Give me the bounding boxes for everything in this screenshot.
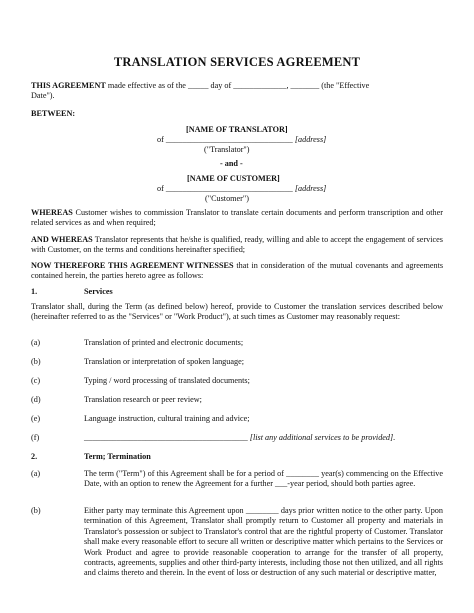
item-e-text: Language instruction, cultural training and advice; (84, 414, 250, 423)
between-heading: BETWEEN: (31, 109, 76, 118)
section-2a-text: The term ("Term") of this Agreement shall be for a period of ________ year(s) commencing on the Effective Date, with an option to renew the Agreement for a further ___-year period, should both parties agree. (84, 469, 443, 489)
and-separator: - and - (220, 159, 243, 168)
customer-address-line (157, 184, 326, 194)
item-d-text: Translation research or peer review; (84, 395, 202, 404)
section-2-number: 2. (31, 452, 38, 461)
section-2a-label: (a) (31, 469, 41, 478)
item-c-text: Typing / word processing of translated documents; (84, 376, 250, 385)
item-f-blank: ________________________________________ (84, 433, 248, 442)
customer-address: [address] (294, 184, 327, 193)
item-f-note: [list any additional services to be provided]. (249, 433, 396, 442)
now-therefore-text: that in consideration of the mutual covenants and agreements contained herein, the parties hereto agree as follows: (31, 261, 444, 281)
item-b-text: Translation or interpretation of spoken language; (84, 357, 244, 366)
whereas-1-bold: WHEREAS (31, 208, 73, 217)
translator-address: [address] (294, 135, 327, 144)
item-f-label: (f) (31, 433, 40, 442)
customer-of: of _______________________________ (157, 184, 293, 193)
whereas-paragraph-2 (31, 235, 443, 256)
intro-line-1 (31, 81, 369, 91)
item-a-text: Translation of printed and electronic documents; (84, 338, 244, 347)
now-therefore-paragraph (31, 261, 443, 282)
translator-alias: ("Translator") (204, 145, 250, 154)
item-e-label: (e) (31, 414, 41, 423)
customer-name: [NAME OF CUSTOMER] (187, 174, 280, 183)
whereas-1-text: Customer wishes to commission Translator to translate certain documents and perform transcription and other related services as and when required; (31, 208, 444, 228)
section-2b-text: Either party may terminate this Agreement upon ________ days prior written notice to the other party. Upon termination of this Agreement, Translator shall promptly return to Customer all property and materials in Translator's possession or subject to Translator's control that are the rightful property of Customer. Translator shall make every reasonable effort to secure all written or descriptive matter which pertains to the Services or Work Product and agree to provide reasonable cooperation to arrange for the transfer of all property, contracts, agreements, supplies and other third-party interests, including those not then utilized, and all rights and claims thereto and therein. In the event of loss or destruction of any such material or descriptive matter, (84, 506, 443, 578)
section-1-body: Translator shall, during the Term (as defined below) hereof, provide to Customer the translation services described below (hereinafter referred to as the "Services" or "Work Product"), at such times as Customer may reasonably request: (31, 302, 443, 322)
item-b-label: (b) (31, 357, 41, 366)
item-a-label: (a) (31, 338, 41, 347)
translator-of: of _______________________________ (157, 135, 293, 144)
item-f-line (84, 433, 395, 443)
translator-name: [NAME OF TRANSLATOR] (186, 125, 288, 134)
item-d-label: (d) (31, 395, 41, 404)
section-2-title: Term; Termination (84, 452, 151, 461)
translator-address-line (157, 135, 326, 145)
intro-line-2: Date"). (31, 91, 55, 100)
document-title: TRANSLATION SERVICES AGREEMENT (113, 55, 361, 69)
intro-bold: THIS AGREEMENT (31, 81, 106, 90)
whereas-2-text: Translator represents that he/she is qualified, ready, willing and able to accept the engagement of services with Customer, on the terms and conditions hereinafter specified; (31, 235, 443, 255)
customer-alias: ("Customer") (205, 194, 249, 203)
section-1-number: 1. (31, 287, 38, 296)
whereas-2-bold: AND WHEREAS (31, 235, 93, 244)
section-2b-label: (b) (31, 506, 41, 515)
now-therefore-bold: NOW THEREFORE THIS AGREEMENT WITNESSES (31, 261, 234, 270)
section-1-title: Services (84, 287, 113, 296)
item-c-label: (c) (31, 376, 41, 385)
intro-rest: made effective as of the _____ day of _____________, _______ (the "Effective (107, 81, 370, 90)
whereas-paragraph-1 (31, 208, 443, 229)
